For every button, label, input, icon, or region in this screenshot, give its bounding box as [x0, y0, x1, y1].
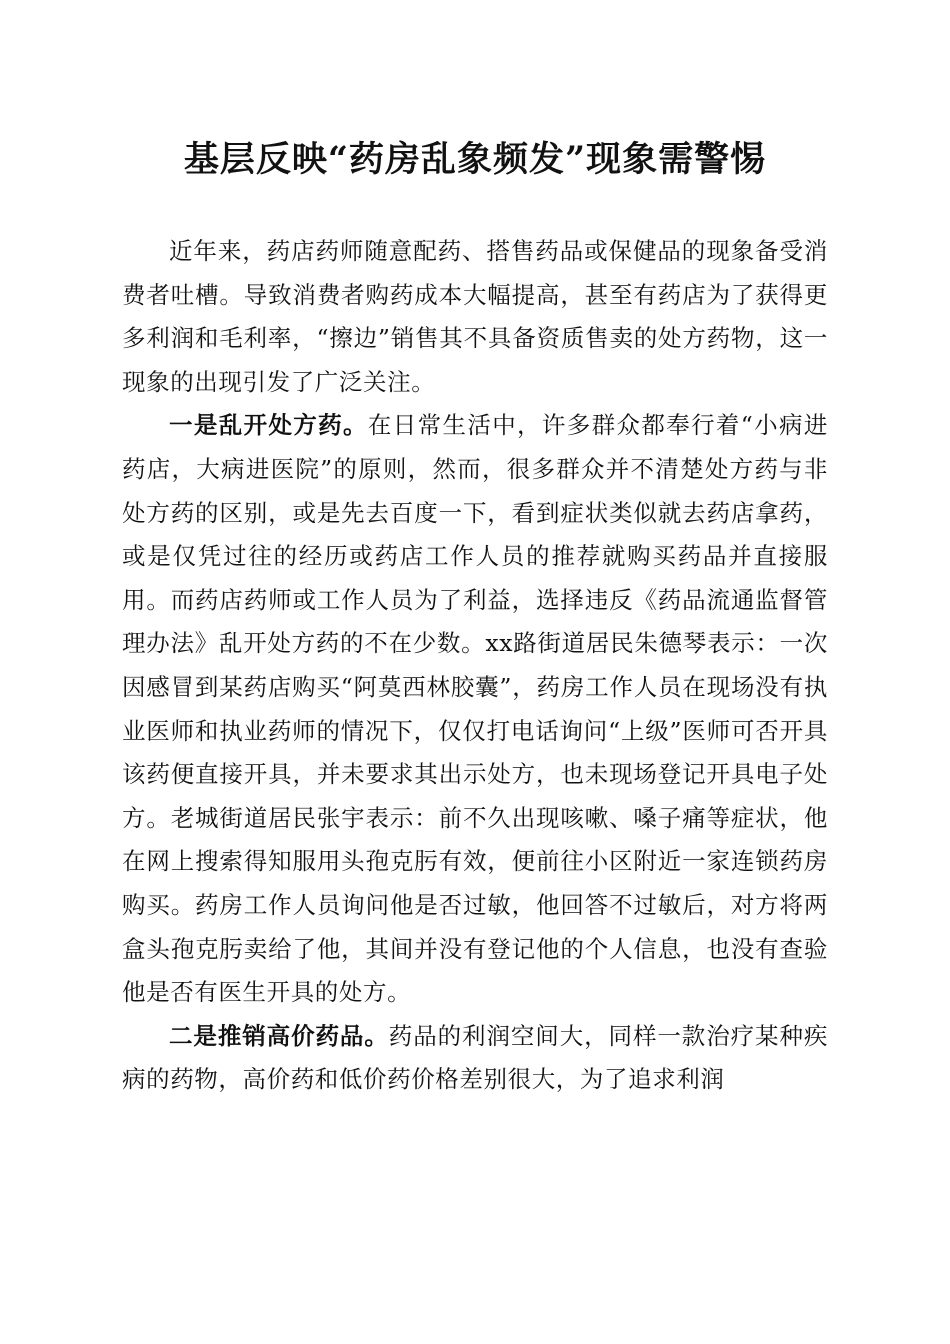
paragraph-text: 药品的利润空间大，同样一款治疗某种疾病的药物，高价药和低价药价格差别很大，为了追求利润	[122, 1021, 828, 1094]
paragraph-lead: 一是乱开处方药。	[169, 411, 368, 440]
document-title: 基层反映“药房乱象频发”现象需警惕	[183, 139, 767, 180]
paragraph-point-two	[122, 1015, 828, 1102]
document-body	[122, 230, 828, 1102]
paragraph-point-one	[122, 404, 828, 1014]
paragraph-lead: 二是推销高价药品。	[169, 1021, 389, 1050]
paragraph-text: 在日常生活中，许多群众都奉行着“小病进药店，大病进医院”的原则，然而，很多群众并不清楚处方药与非处方药的区别，或是先去百度一下，看到症状类似就去药店拿药，或是仅凭过往的经历或药店工作人员的推荐就购买药品并直接服用。而药店药师或工作人员为了利益，选择违反《药品流通监督管理办法》乱开处方药的不在少数。xx路街道居民朱德琴表示：一次因感冒到某药店购买“阿莫西林胶囊”，药房工作人员在现场没有执业医师和执业药师的情况下，仅仅打电话询问“上级”医师可否开具该药便直接开具，并未要求其出示处方，也未现场登记开具电子处方。老城街道居民张宇表示：前不久出现咳嗽、嗓子痛等症状，他在网上搜索得知服用头孢克肟有效，便前往小区附近一家连锁药房购买。药房工作人员询问他是否过敏，他回答不过敏后，对方将两盒头孢克肟卖给了他，其间并没有登记他的个人信息，也没有查验他是否有医生开具的处方。	[122, 411, 828, 1007]
paragraph-text: 近年来，药店药师随意配药、搭售药品或保健品的现象备受消费者吐槽。导致消费者购药成本大幅提高，甚至有药店为了获得更多利润和毛利率，“擦边”销售其不具备资质售卖的处方药物，这一现象的出现引发了广泛关注。	[122, 237, 828, 396]
paragraph-intro	[122, 230, 828, 404]
